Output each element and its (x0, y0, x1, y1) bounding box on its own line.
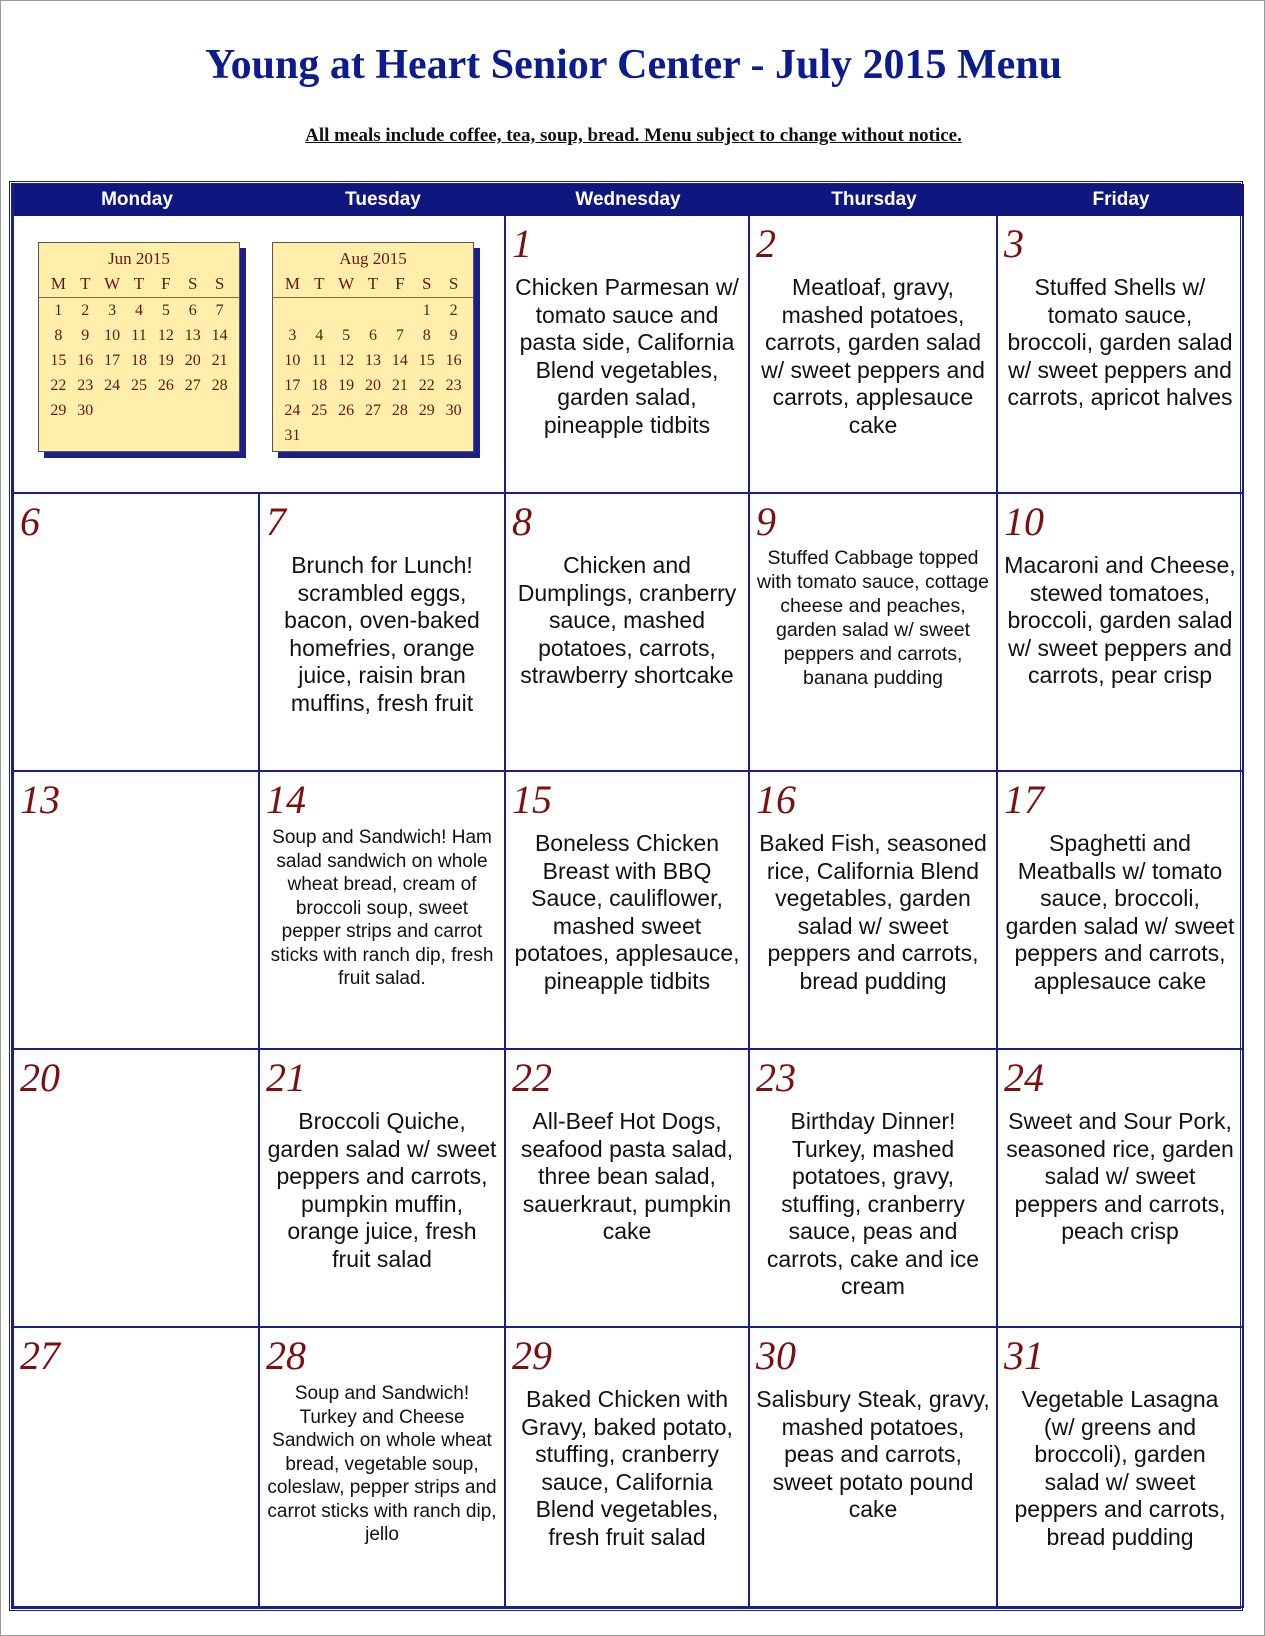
dow: S (421, 274, 432, 293)
day-number: 15 (512, 777, 552, 822)
mini-day: 5 (161, 301, 170, 319)
day-cell-20 (14, 1050, 260, 1328)
mini-day: 14 (211, 326, 228, 344)
day-number: 23 (756, 1055, 796, 1100)
mini-day: 8 (422, 326, 431, 344)
day-number: 16 (756, 777, 796, 822)
meal-description: Chicken and Dumplings, cranberry sauce, mashed potatoes, carrots, strawberry shortcake (517, 552, 737, 688)
mini-day: 17 (284, 376, 301, 394)
day-number: 1 (512, 221, 532, 266)
subtitle-text: All meals include coffee, tea, soup, bread. Menu subject to change without notice. (305, 125, 962, 146)
mini-day: 10 (284, 351, 301, 369)
day-cell-7 (260, 494, 506, 772)
mini-day: 28 (211, 376, 228, 394)
mini-day: 7 (395, 326, 404, 344)
mini-day: 3 (288, 326, 297, 344)
mini-calendar-cell-aug (260, 216, 506, 494)
day-cell-30 (750, 1328, 998, 1608)
day-cell-6 (14, 494, 260, 772)
meal-description: Baked Fish, seasoned rice, California Blend vegetables, garden salad w/ sweet peppers and carrots, bread pudding (759, 830, 987, 994)
mini-day: 18 (311, 376, 328, 394)
day-cell-29 (506, 1328, 750, 1608)
mini-calendar-dow-row (273, 271, 473, 298)
mini-calendar-aug (272, 242, 474, 452)
day-cell-1 (506, 216, 750, 494)
mini-day: 19 (338, 376, 355, 394)
meal-description: Soup and Sandwich! Ham salad sandwich on whole wheat bread, cream of broccoli soup, sweet pepper strips and carrot sticks with ranch dip, fresh fruit salad. (270, 827, 494, 989)
day-cell-14 (260, 772, 506, 1050)
day-number: 22 (512, 1055, 552, 1100)
mini-day: 21 (391, 376, 408, 394)
meal-description: Stuffed Shells w/ tomato sauce, broccoli, garden salad w/ sweet peppers and carrots, apricot halves (1007, 274, 1233, 410)
meal-description: Spaghetti and Meatballs w/ tomato sauce, broccoli, garden salad w/ sweet peppers and carrots, applesauce cake (1005, 830, 1235, 994)
mini-day: 6 (188, 301, 197, 319)
dow: F (395, 274, 405, 293)
page-title: Young at Heart Senior Center - July 2015 Menu (204, 42, 1063, 88)
mini-day: 11 (131, 326, 147, 344)
dow: W (338, 274, 355, 293)
day-number: 20 (20, 1055, 60, 1100)
day-cell-2 (750, 216, 998, 494)
mini-day: 26 (338, 401, 355, 419)
mini-day: 9 (81, 326, 90, 344)
dow: W (104, 274, 121, 293)
mini-calendar-week (273, 298, 473, 323)
day-number: 27 (20, 1333, 60, 1378)
mini-day: 6 (368, 326, 377, 344)
day-cell-27 (14, 1328, 260, 1608)
mini-calendar-week (273, 373, 473, 398)
day-cell-9 (750, 494, 998, 772)
day-cell-24 (998, 1050, 1244, 1328)
meal-description: Macaroni and Cheese, stewed tomatoes, broccoli, garden salad w/ sweet peppers and carrots, pear crisp (1004, 552, 1236, 688)
meal-description: Boneless Chicken Breast with BBQ Sauce, cauliflower, mashed sweet potatoes, applesauce, pineapple tidbits (514, 830, 740, 994)
mini-calendar-week (39, 298, 239, 323)
mini-day: 14 (391, 351, 408, 369)
mini-day: 4 (134, 301, 143, 319)
day-number: 7 (266, 499, 286, 544)
meal-description: Baked Chicken with Gravy, baked potato, stuffing, cranberry sauce, California Blend vegetables, fresh fruit salad (521, 1386, 733, 1550)
mini-day: 19 (157, 351, 174, 369)
mini-day: 13 (184, 326, 201, 344)
day-number: 14 (266, 777, 306, 822)
mini-calendar-jun (38, 242, 240, 452)
mini-day: 1 (422, 301, 431, 319)
dow: S (214, 274, 225, 293)
meal-description: Chicken Parmesan w/ tomato sauce and pasta side, California Blend vegetables, garden salad, pineapple tidbits (515, 274, 739, 438)
mini-day: 4 (315, 326, 324, 344)
mini-day: 2 (81, 301, 90, 319)
weekday-header-monday: Monday (14, 184, 260, 216)
mini-day: 13 (364, 351, 381, 369)
day-cell-3 (998, 216, 1244, 494)
mini-day: 27 (184, 376, 201, 394)
day-number: 6 (20, 499, 40, 544)
weekday-header-friday: Friday (998, 184, 1244, 216)
dow: F (161, 274, 171, 293)
mini-day: 25 (130, 376, 147, 394)
mini-calendar-cell-jun (14, 216, 260, 494)
mini-day: 18 (130, 351, 147, 369)
mini-day: 8 (54, 326, 63, 344)
dow: M (50, 274, 66, 293)
mini-calendar-week (39, 398, 239, 423)
mini-day: 23 (77, 376, 94, 394)
dow: S (187, 274, 198, 293)
mini-day: 29 (50, 401, 67, 419)
day-number: 30 (756, 1333, 796, 1378)
meal-description: Vegetable Lasagna (w/ greens and broccoli), garden salad w/ sweet peppers and carrots, bread pudding (1014, 1386, 1226, 1550)
mini-day: 16 (77, 351, 94, 369)
mini-day: 2 (449, 301, 458, 319)
day-cell-22 (506, 1050, 750, 1328)
meal-description: Stuffed Cabbage topped with tomato sauce, cottage cheese and peaches, garden salad w/ sweet peppers and carrots, banana pudding (757, 547, 989, 689)
mini-day: 25 (311, 401, 328, 419)
meal-description: All-Beef Hot Dogs, seafood pasta salad, three bean salad, sauerkraut, pumpkin cake (520, 1108, 734, 1244)
day-number: 10 (1004, 499, 1044, 544)
weekday-header-wednesday: Wednesday (506, 184, 750, 216)
mini-day: 17 (104, 351, 121, 369)
mini-day: 20 (184, 351, 201, 369)
mini-day: 24 (104, 376, 121, 394)
weekday-header-thursday: Thursday (750, 184, 998, 216)
mini-day: 23 (445, 376, 462, 394)
mini-day: 10 (104, 326, 121, 344)
meal-description: Sweet and Sour Pork, seasoned rice, garden salad w/ sweet peppers and carrots, peach crisp (1006, 1108, 1234, 1244)
day-cell-17 (998, 772, 1244, 1050)
day-cell-28 (260, 1328, 506, 1608)
mini-day: 24 (284, 401, 301, 419)
mini-calendar-week (273, 423, 473, 448)
mini-calendar-week (273, 398, 473, 423)
day-cell-31 (998, 1328, 1244, 1608)
dow: T (314, 274, 325, 293)
day-number: 24 (1004, 1055, 1044, 1100)
mini-calendar-title: Jun 2015 (108, 249, 170, 268)
dow: T (133, 274, 145, 293)
meal-description: Meatloaf, gravy, mashed potatoes, carrots, garden salad w/ sweet peppers and carrots, applesauce cake (761, 274, 985, 438)
page-subtitle (1, 125, 1265, 147)
day-number: 31 (1004, 1333, 1044, 1378)
day-number: 2 (756, 221, 776, 266)
day-number: 21 (266, 1055, 306, 1100)
mini-day: 9 (449, 326, 458, 344)
mini-calendar-week (39, 323, 239, 348)
mini-day: 30 (77, 401, 94, 419)
meal-description: Broccoli Quiche, garden salad w/ sweet peppers and carrots, pumpkin muffin, orange juice, fresh fruit salad (267, 1108, 497, 1272)
day-cell-13 (14, 772, 260, 1050)
dow: M (284, 274, 300, 293)
mini-day: 30 (445, 401, 462, 419)
dow: T (80, 274, 91, 293)
day-number: 13 (20, 777, 60, 822)
mini-day: 12 (338, 351, 355, 369)
mini-day: 7 (215, 301, 224, 319)
dow: S (448, 274, 459, 293)
mini-day: 28 (391, 401, 408, 419)
mini-day: 12 (157, 326, 174, 344)
calendar-grid (12, 184, 1242, 1608)
mini-calendar-week (273, 323, 473, 348)
day-number: 9 (756, 499, 776, 544)
mini-day: 27 (364, 401, 381, 419)
day-cell-15 (506, 772, 750, 1050)
meal-description: Brunch for Lunch! scrambled eggs, bacon, oven-baked homefries, orange juice, raisin bran muffins, fresh fruit (284, 552, 480, 716)
day-number: 17 (1004, 777, 1044, 822)
meal-description: Birthday Dinner! Turkey, mashed potatoes, gravy, stuffing, cranberry sauce, peas and carrots, cake and ice cream (766, 1108, 980, 1299)
mini-day: 15 (50, 351, 67, 369)
mini-day: 29 (418, 401, 435, 419)
mini-calendar-week (39, 348, 239, 373)
mini-calendar-week (39, 373, 239, 398)
meal-description: Soup and Sandwich! Turkey and Cheese Sandwich on whole wheat bread, vegetable soup, coleslaw, pepper strips and carrot sticks with ranch dip, jello (267, 1383, 497, 1545)
day-number: 28 (266, 1333, 306, 1378)
day-cell-8 (506, 494, 750, 772)
mini-day: 15 (418, 351, 435, 369)
meal-description: Salisbury Steak, gravy, mashed potatoes, peas and carrots, sweet potato pound cake (756, 1386, 990, 1522)
day-number: 29 (512, 1333, 552, 1378)
day-number: 8 (512, 499, 532, 544)
day-number: 3 (1004, 221, 1024, 266)
mini-day: 3 (108, 301, 117, 319)
mini-day: 16 (445, 351, 462, 369)
dow: T (367, 274, 379, 293)
mini-day: 1 (54, 301, 63, 319)
mini-calendar-title: Aug 2015 (339, 249, 407, 268)
mini-day: 22 (418, 376, 435, 394)
day-cell-10 (998, 494, 1244, 772)
day-cell-23 (750, 1050, 998, 1328)
mini-day: 22 (50, 376, 67, 394)
mini-day: 26 (157, 376, 174, 394)
mini-day: 31 (284, 426, 301, 444)
mini-day: 20 (364, 376, 381, 394)
mini-calendar-dow-row (39, 271, 239, 298)
mini-day: 5 (342, 326, 351, 344)
mini-calendar-week (273, 348, 473, 373)
day-cell-16 (750, 772, 998, 1050)
mini-day: 21 (211, 351, 228, 369)
day-cell-21 (260, 1050, 506, 1328)
weekday-header-tuesday: Tuesday (260, 184, 506, 216)
mini-day: 11 (311, 351, 327, 369)
